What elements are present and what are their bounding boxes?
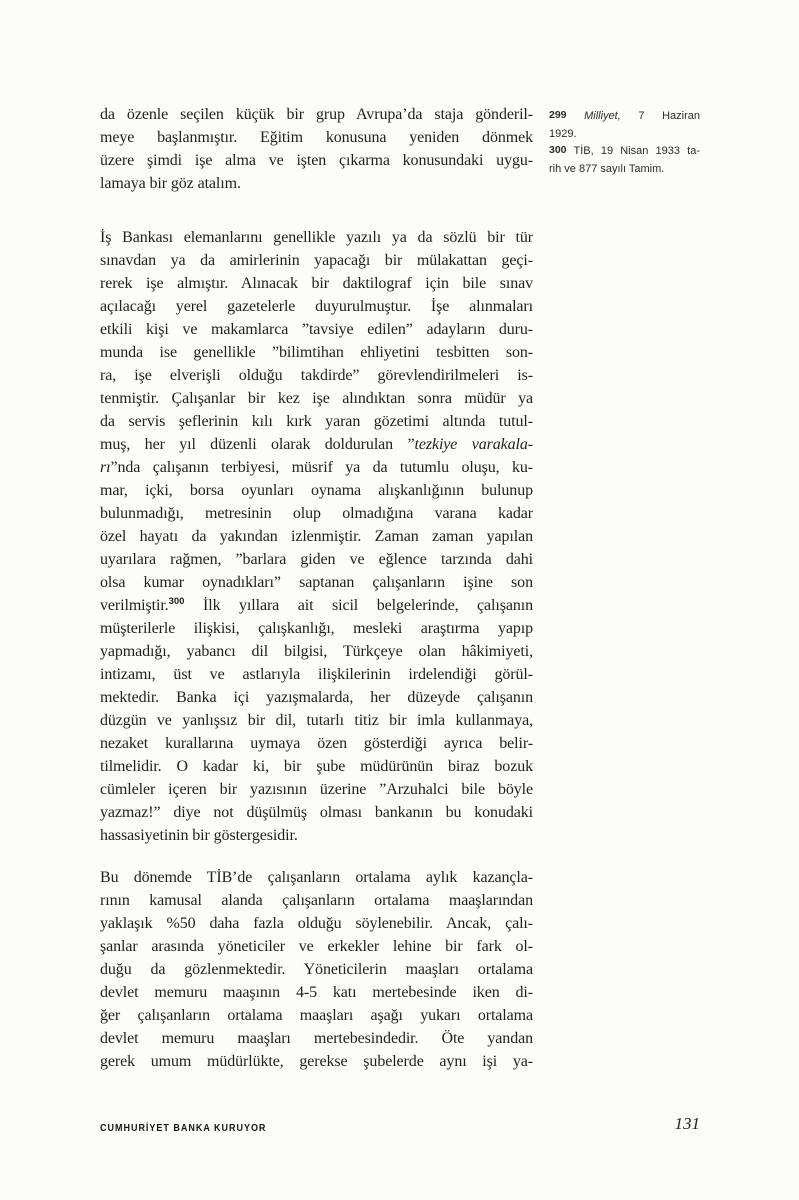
text-segment: yaklaşık %50 daha fazla olduğu söylenebilir. Ancak, çalı- [100,915,533,932]
paragraph [100,866,533,1073]
text-line [100,1004,533,1027]
text-segment: tilmelidir. O kadar ki, bir şube müdürünün biraz bozuk [100,758,533,775]
text-segment: gerek umum müdürlükte, gerekse şubelerde aynı işi ya- [100,1053,533,1070]
text-line [100,249,533,272]
text-line [100,226,533,249]
text-segment: da servis şeflerinin kılı kırk yaran gözetimi altında tutul- [100,413,533,430]
text-line [100,149,533,172]
text-line [100,479,533,502]
text-segment: devlet memuru maaşının 4-5 katı mertebesinde iken di- [100,984,533,1001]
text-line [100,502,533,525]
footnote-reference: 300 [168,596,185,607]
text-segment: İlk yıllara ait sicil belgelerinde, çalışanın [184,597,533,614]
text-segment: bulunmadığı, metresinin olup olmadığına varana kadar [100,505,533,522]
text-segment: açılacağı yerel gazetelerle duyurulmuştur. İşe alınmaları [100,298,533,315]
text-segment: devlet memuru maaşları mertebesindedir. Öte yandan [100,1030,533,1047]
text-line [100,709,533,732]
text-segment: duğu da gözlenmektedir. Yöneticilerin maaşları ortalama [100,961,533,978]
text-line [100,617,533,640]
text-segment: cümleler içeren bir yazısının üzerine ”Arzuhalci bile böyle [100,781,533,798]
text-line [100,1027,533,1050]
text-line [100,686,533,709]
text-line [100,272,533,295]
text-segment: uyarılara rağmen, ”barlara giden ve eğlence tarzında dahi [100,551,533,568]
paragraph [100,103,533,195]
footnote [549,108,700,143]
text-segment: yazmaz!” diye not düşülmüş olması bankanın bu konudaki [100,804,533,821]
text-line [100,889,533,912]
text-line [549,161,700,179]
text-line [100,525,533,548]
text-line [100,341,533,364]
body-text-column [100,103,533,1073]
text-segment: hassasiyetinin bir göstergesidir. [100,827,298,844]
text-line [100,594,533,617]
text-line [100,663,533,686]
text-segment [567,110,585,122]
text-line [100,778,533,801]
text-segment: verilmiştir. [100,597,169,614]
running-head: CUMHURİYET BANKA KURUYOR [100,1123,267,1134]
text-segment: yapmadığı, yabancı dil bilgisi, Türkçeye olan hâkimiyeti, [100,643,533,660]
text-line [100,103,533,126]
text-segment: lamaya bir göz atalım. [100,175,241,192]
text-segment: ra, işe elverişli olduğu takdirde” görevlendirilmeleri is- [100,367,533,384]
text-segment: Milliyet, [584,110,621,122]
text-line [100,801,533,824]
text-line [100,571,533,594]
text-segment: Bu dönemde TİB’de çalışanların ortalama aylık kazançla- [100,869,533,886]
page-number: 131 [674,1114,700,1133]
text-segment: İş Bankası elemanlarını genellikle yazılı ya da sözlü bir tür [100,229,533,246]
text-segment: ”nda çalışanın terbiyesi, müsrif ya da tutumlu oluşu, ku- [110,459,533,476]
text-segment: müşterilerle ilişkisi, çalışkanlığı, mesleki araştırma yapıp [100,620,533,637]
text-segment: rih ve 877 sayılı Tamim. [549,162,665,175]
text-segment: olsa kumar oynadıkları” saptanan çalışanların işine son [100,574,533,591]
text-line [549,126,700,144]
text-segment: meye başlanmıştır. Eğitim konusuna yeniden dönmek [100,129,533,146]
text-segment: rının kamusal alanda çalışanların ortalama maaşlarından [100,892,533,909]
text-segment: TİB, 19 Nisan 1933 ta- [566,145,700,157]
footnote-number: 300 [549,144,567,156]
text-line [100,433,533,456]
text-segment: etkili kişi ve makamlarca ”tavsiye edilen” adayların duru- [100,321,533,338]
text-segment: intizamı, üst ve astlarıyla ilişkilerinin irdelendiği görül- [100,666,533,683]
text-segment: muş, her yıl düzenli olarak doldurulan ” [100,436,415,453]
text-line [549,143,700,161]
text-segment: rı [100,459,111,476]
text-line [100,958,533,981]
text-segment: rerek işe almıştır. Alınacak bir daktilograf için bile sınav [100,275,533,292]
text-line [100,172,533,195]
text-line [100,364,533,387]
text-line [100,456,533,479]
text-line [100,410,533,433]
text-line [100,126,533,149]
text-line [100,387,533,410]
text-line [549,108,700,126]
text-segment: da özenle seçilen küçük bir grup Avrupa’da staja gönderil- [100,106,533,123]
text-line [100,640,533,663]
text-segment: düzgün ve yanlışsız bir dil, tutarlı titiz bir imla kullanmaya, [100,712,533,729]
text-segment: mektedir. Banka içi yazışmalarda, her düzeyde çalışanın [100,689,533,706]
text-line [100,295,533,318]
text-segment: tenmiştir. Çalışanlar bir kez işe alındıktan sonra müdür ya [100,390,533,407]
footnote [549,143,700,178]
text-segment: munda ise genellikle ”bilimtihan ehliyetini tesbitten son- [100,344,533,361]
text-segment: ğer çalışanların ortalama maaşları aşağı yukarı ortalama [100,1007,533,1024]
text-segment: üzere şimdi işe alma ve işten çıkarma konusundaki uygu- [100,152,533,169]
text-line [100,824,533,847]
text-segment: 1929. [549,127,577,140]
text-line [100,548,533,571]
text-line [100,1050,533,1073]
text-segment: özel hayatı da yakından izlenmiştir. Zaman zaman yapılan [100,528,533,545]
text-segment: 7 Haziran [620,110,700,122]
text-segment: tezkiye varakala- [414,436,533,453]
text-segment: şanlar arasında yöneticiler ve erkekler lehine bir fark ol- [100,938,533,955]
paragraph [100,226,533,847]
text-line [100,755,533,778]
text-segment: mar, içki, borsa oyunları oynama alışkanlığının bulunup [100,482,533,499]
footnote-number: 299 [549,109,567,121]
text-line [100,732,533,755]
text-line [100,318,533,341]
text-line [100,912,533,935]
margin-notes-column [549,108,700,178]
text-segment: nezaket kurallarına uymaya özen gösterdiği ayrıca belir- [100,735,533,752]
text-line [100,981,533,1004]
text-line [100,866,533,889]
text-line [100,935,533,958]
text-segment: sınavdan ya da amirlerinin yapacağı bir mülakattan geçi- [100,252,533,269]
